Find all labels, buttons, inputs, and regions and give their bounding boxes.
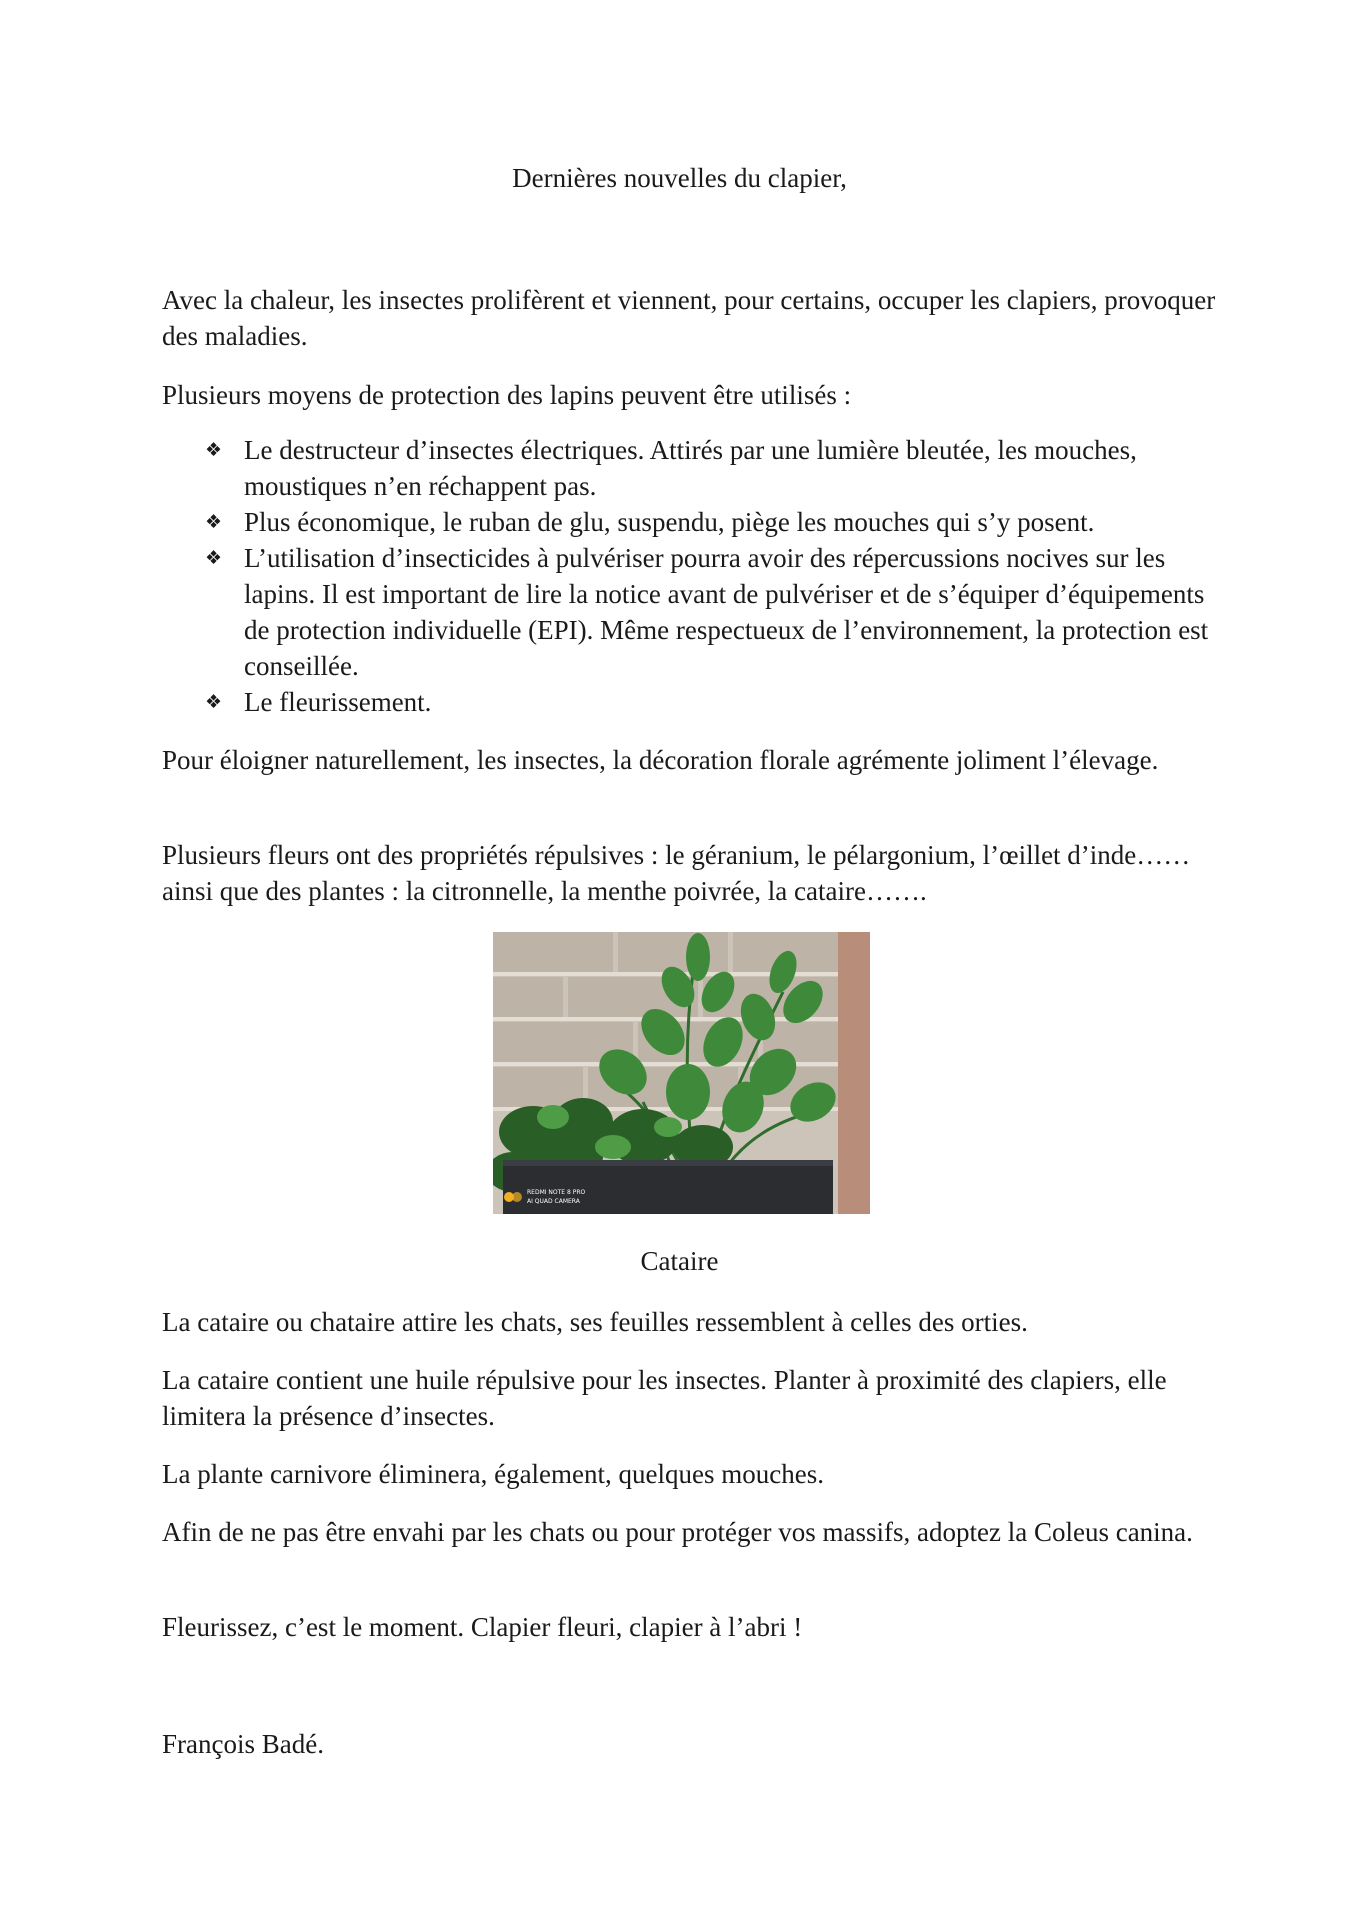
list-item xyxy=(162,432,1222,504)
page-title: Dernières nouvelles du clapier, xyxy=(512,163,847,193)
list-item xyxy=(162,540,1222,684)
diamond-bullet-icon: ❖ xyxy=(205,511,223,533)
list-item xyxy=(162,684,1222,720)
flowers-paragraph: Plusieurs fleurs ont des propriétés répulsives : le géranium, le pélargonium, l’œillet d’inde……ainsi que des plantes : la citronnelle, la menthe poivrée, la cataire……. xyxy=(162,840,1191,906)
diamond-bullet-icon: ❖ xyxy=(205,547,223,569)
list-item-text: Le fleurissement. xyxy=(244,687,432,717)
cataire-photo xyxy=(493,932,870,1214)
author-signature: François Badé. xyxy=(162,1729,324,1759)
carnivore-paragraph: La plante carnivore éliminera, également, quelques mouches. xyxy=(162,1459,824,1489)
closing-paragraph: Fleurissez, c’est le moment. Clapier fleuri, clapier à l’abri ! xyxy=(162,1612,803,1642)
protection-list xyxy=(162,432,1222,720)
photo-caption: Cataire xyxy=(640,1246,719,1276)
diamond-bullet-icon: ❖ xyxy=(205,439,223,461)
cataire-oil-paragraph: La cataire contient une huile répulsive pour les insectes. Planter à proximité des clapiers, elle limitera la présence d’insectes. xyxy=(162,1365,1167,1431)
list-item-text: Le destructeur d’insectes électriques. Attirés par une lumière bleutée, les mouches, moustiques n’en réchappent pas. xyxy=(244,435,1137,501)
list-item xyxy=(162,504,1222,540)
list-item-text: Plus économique, le ruban de glu, suspendu, piège les mouches qui s’y posent. xyxy=(244,507,1095,537)
methods-paragraph: Plusieurs moyens de protection des lapins peuvent être utilisés : xyxy=(162,380,852,410)
watermark-line-1: REDMI NOTE 8 PRO xyxy=(527,1189,586,1196)
intro-paragraph: Avec la chaleur, les insectes prolifèrent et viennent, pour certains, occuper les clapiers, provoquer des maladies. xyxy=(162,285,1216,351)
cataire-cats-paragraph: La cataire ou chataire attire les chats, ses feuilles ressemblent à celles des orties. xyxy=(162,1307,1028,1337)
coleus-paragraph: Afin de ne pas être envahi par les chats ou pour protéger vos massifs, adoptez la Coleus canina. xyxy=(162,1517,1193,1547)
diamond-bullet-icon: ❖ xyxy=(205,691,223,713)
watermark-line-2: AI QUAD CAMERA xyxy=(527,1198,580,1205)
list-item-text: L’utilisation d’insecticides à pulvériser pourra avoir des répercussions nocives sur les lapins. Il est important de lire la notice avant de pulvériser et de s’équiper d’équipements de protection individuelle (EPI). Même respectueux de l’environnement, la protection est conseillée. xyxy=(244,543,1209,681)
natural-paragraph: Pour éloigner naturellement, les insectes, la décoration florale agrémente joliment l’élevage. xyxy=(162,745,1159,775)
